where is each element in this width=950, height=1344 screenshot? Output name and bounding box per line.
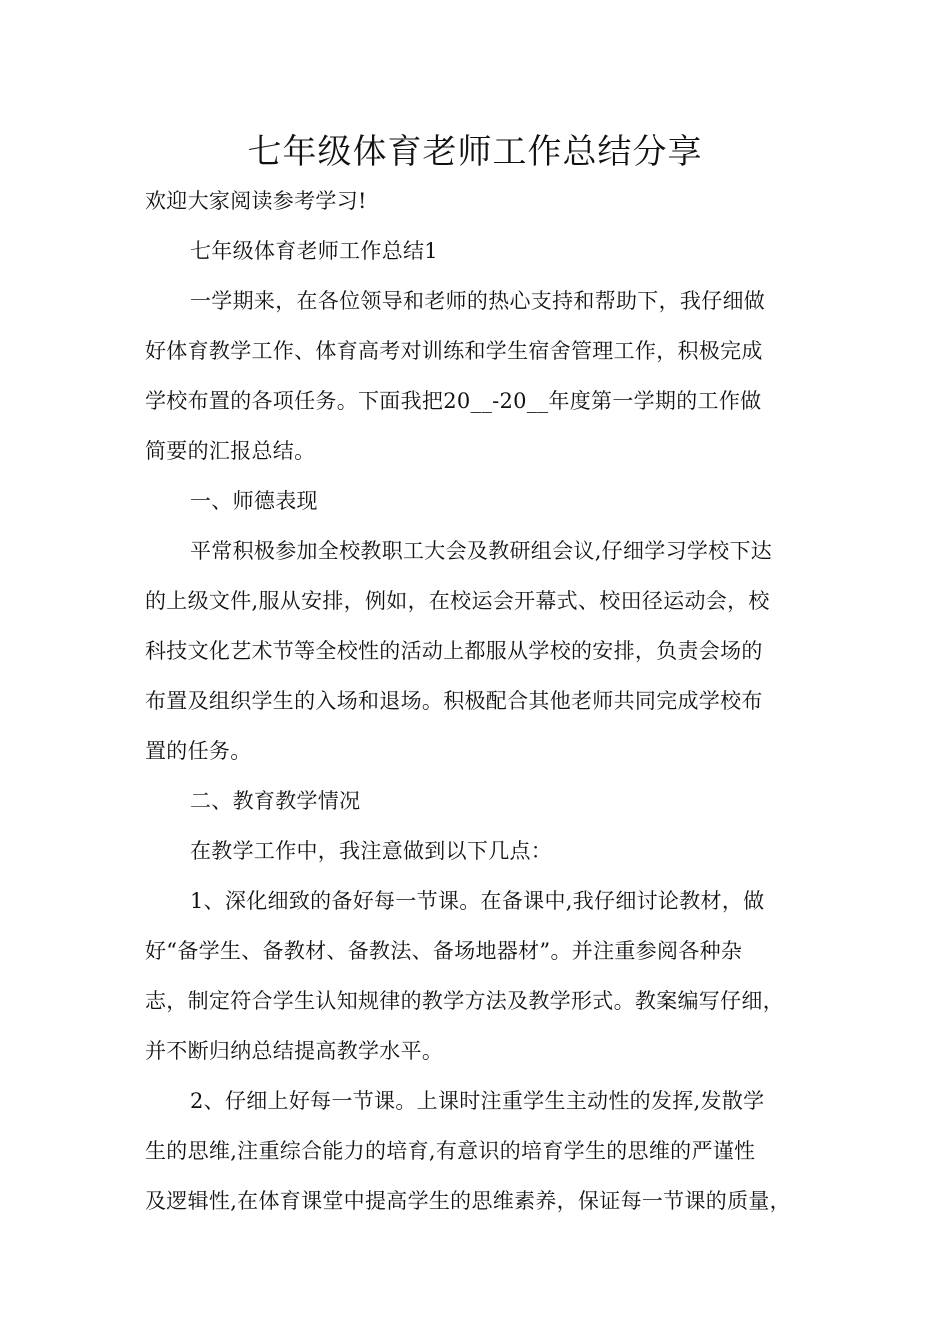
text-line: 布置及组织学生的入场和退场。积极配合其他老师共同完成学校布 [145,689,763,713]
text-line: 在教学工作中，我注意做到以下几点： [190,839,553,863]
text-line: 学校布置的各项任务。下面我把20__-20__年度第一学期的工作做 [145,389,762,413]
text-line: 的上级文件,服从安排，例如，在校运会开幕式、校田径运动会，校 [145,589,770,613]
text-line: 好“备学生、备教材、备教法、备场地器材”。并注重参阅各种杂 [145,939,743,963]
text-line: 生的思维,注重综合能力的培育,有意识的培育学生的思维的严谨性 [145,1139,756,1163]
text-line: 七年级体育老师工作总结1 [190,239,438,263]
text-line: 二、教育教学情况 [190,789,361,813]
text-line: 志，制定符合学生认知规律的教学方法及教学形式。教案编写仔细， [145,989,784,1013]
document-body [145,176,815,1226]
document-title: 七年级体育老师工作总结分享 [247,132,703,172]
text-line: 简要的汇报总结。 [145,439,316,463]
text-line: 平常积极参加全校教职工大会及教研组会议,仔细学习学校下达 [190,539,773,563]
text-line: 欢迎大家阅读参考学习! [145,189,367,213]
text-line: 科技文化艺术节等全校性的活动上都服从学校的安排，负责会场的 [145,639,763,663]
text-line: 2、仔细上好每一节课。上课时注重学生主动性的发挥,发散学 [190,1089,765,1113]
text-line: 并不断归纳总结提高教学水平。 [145,1039,444,1063]
text-line: 及逻辑性,在体育课堂中提高学生的思维素养，保证每一节课的质量， [145,1189,791,1213]
text-line: 置的任务。 [145,739,252,763]
text-line: 一学期来，在各位领导和老师的热心支持和帮助下，我仔细做 [190,289,766,313]
text-line: 好体育教学工作、体育高考对训练和学生宿舍管理工作，积极完成 [145,339,763,363]
text-line: 1、深化细致的备好每一节课。在备课中,我仔细讨论教材，做 [190,889,765,913]
text-line: 一、师德表现 [190,489,318,513]
